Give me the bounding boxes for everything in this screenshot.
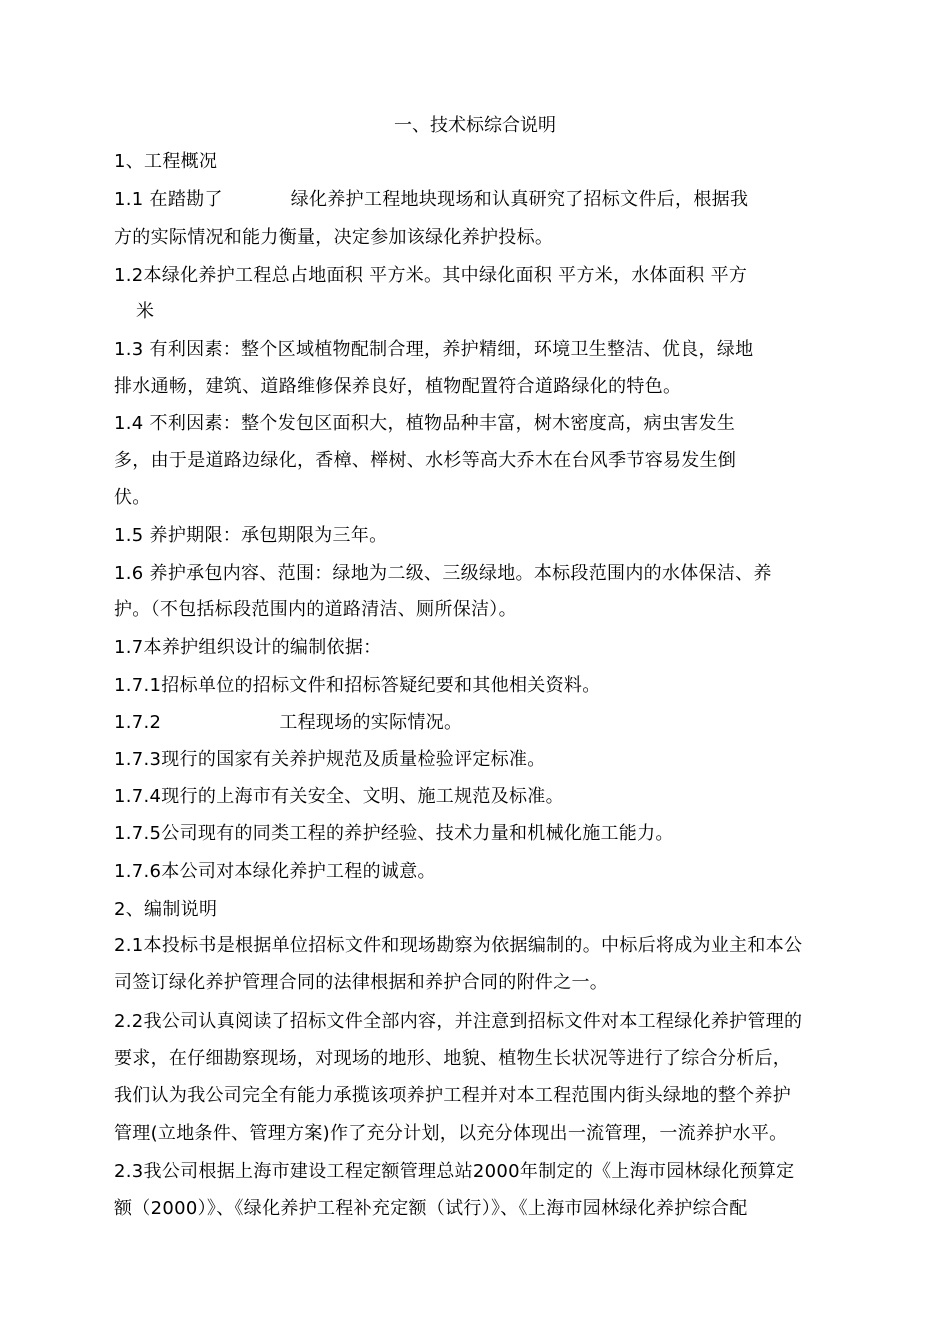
paragraph-2-1-line-2: 司签订绿化养护管理合同的法律根据和养护合同的附件之一。 (114, 972, 609, 993)
paragraph-1-6-line-1: 1.6 养护承包内容、范围：绿地为二级、三级绿地。本标段范围内的水体保洁、养 (114, 563, 772, 584)
paragraph-2-1-line-1: 2.1本投标书是根据单位招标文件和现场勘察为依据编制的。中标后将成为业主和本公 (114, 935, 803, 956)
paragraph-2-2-line-3: 我们认为我公司完全有能力承揽该项养护工程并对本工程范围内街头绿地的整个养护 (114, 1085, 792, 1106)
paragraph-1-4-line-2: 多，由于是道路边绿化，香樟、榉树、水杉等高大乔木在台风季节容易发生倒 (114, 450, 737, 471)
paragraph-1-7-4: 1.7.4现行的上海市有关安全、文明、施工规范及标准。 (114, 786, 564, 807)
paragraph-1-7: 1.7本养护组织设计的编制依据： (114, 637, 382, 658)
paragraph-2-2-line-4: 管理(立地条件、管理方案)作了充分计划，以充分体现出一流管理，一流养护水平。 (114, 1123, 788, 1144)
paragraph-1-7-2-text: 工程现场的实际情况。 (279, 712, 463, 733)
paragraph-1-7-3: 1.7.3现行的国家有关养护规范及质量检验评定标准。 (114, 749, 546, 770)
paragraph-1-1-line-2: 方的实际情况和能力衡量，决定参加该绿化养护投标。 (114, 227, 554, 248)
section-2-heading: 2、编制说明 (114, 899, 218, 920)
paragraph-1-6-line-2: 护。（不包括标段范围内的道路清洁、厕所保洁）。 (114, 599, 517, 620)
paragraph-1-1-prefix: 1.1 在踏勘了 (114, 189, 223, 210)
section-1-heading: 1、工程概况 (114, 151, 218, 172)
paragraph-1-7-1: 1.7.1招标单位的招标文件和招标答疑纪要和其他相关资料。 (114, 675, 601, 696)
paragraph-2-2-line-1: 2.2我公司认真阅读了招标文件全部内容，并注意到招标文件对本工程绿化养护管理的 (114, 1011, 803, 1032)
paragraph-1-3-line-1: 1.3 有利因素：整个区域植物配制合理，养护精细，环境卫生整洁、优良，绿地 (114, 339, 754, 360)
paragraph-1-2-line-2: 米 (136, 301, 155, 322)
paragraph-2-3-line-2: 额（2000）》、《绿化养护工程补充定额（试行）》、《上海市园林绿化养护综合配 (114, 1198, 748, 1219)
paragraph-1-7-5: 1.7.5公司现有的同类工程的养护经验、技术力量和机械化施工能力。 (114, 823, 674, 844)
paragraph-1-3-line-2: 排水通畅，建筑、道路维修保养良好，植物配置符合道路绿化的特色。 (114, 376, 682, 397)
paragraph-1-7-6: 1.7.6本公司对本绿化养护工程的诚意。 (114, 861, 436, 882)
paragraph-1-5: 1.5 养护期限：承包期限为三年。 (114, 525, 388, 546)
document-title: 一、技术标综合说明 (394, 115, 556, 136)
paragraph-1-7-2 (114, 711, 462, 735)
paragraph-1-4-line-3: 伏。 (114, 487, 151, 508)
paragraph-2-2-line-2: 要求，在仔细勘察现场，对现场的地形、地貌、植物生长状况等进行了综合分析后， (114, 1048, 792, 1069)
paragraph-1-1-line-1 (114, 188, 748, 212)
paragraph-2-3-line-1: 2.3我公司根据上海市建设工程定额管理总站2000年制定的《上海市园林绿化预算定 (114, 1161, 795, 1182)
paragraph-1-7-2-number: 1.7.2 (114, 712, 162, 733)
paragraph-1-2-line-1: 1.2本绿化养护工程总占地面积 平方米。其中绿化面积 平方米，水体面积 平方 (114, 265, 748, 286)
paragraph-1-1-rest: 绿化养护工程地块现场和认真研究了招标文件后，根据我 (290, 189, 749, 210)
paragraph-1-4-line-1: 1.4 不利因素：整个发包区面积大，植物品种丰富，树木密度高，病虫害发生 (114, 413, 736, 434)
